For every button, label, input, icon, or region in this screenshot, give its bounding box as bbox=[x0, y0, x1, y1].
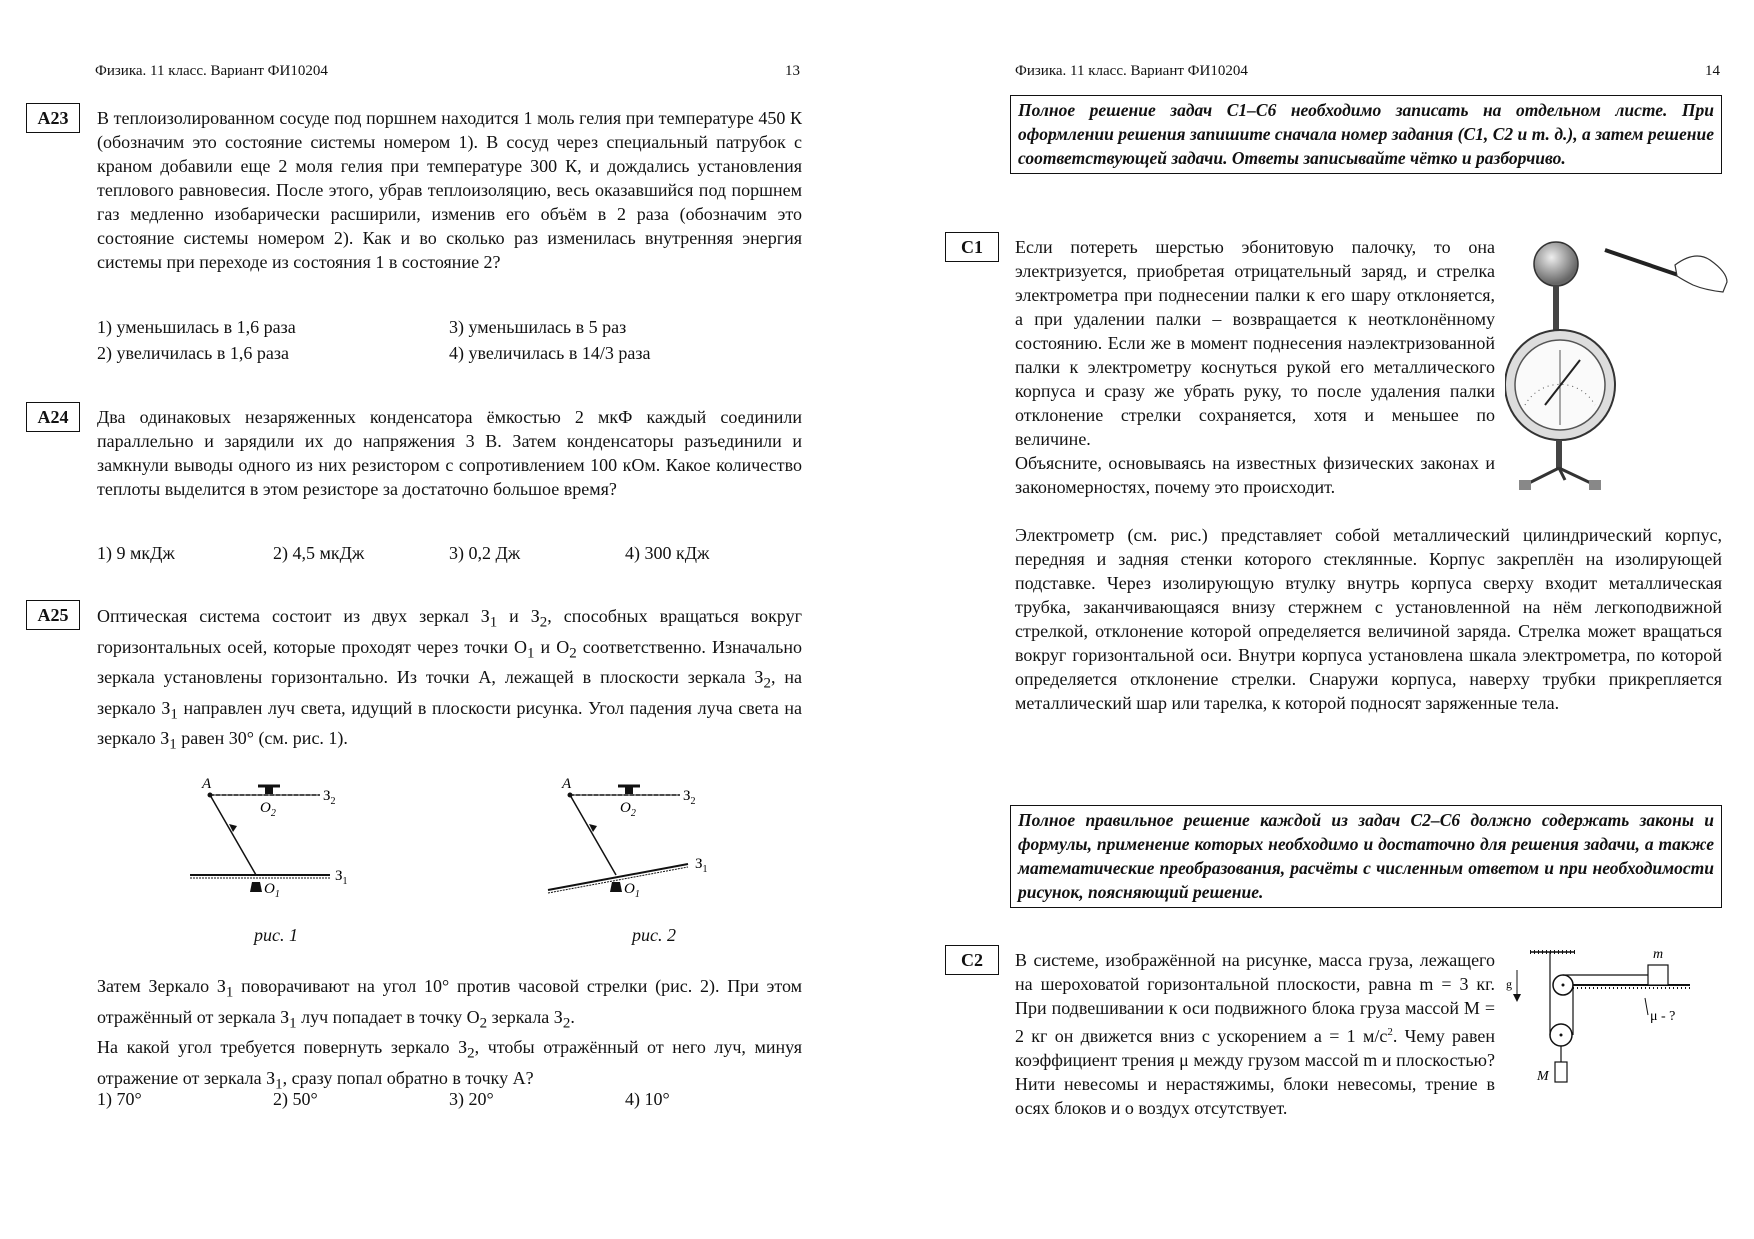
svg-text:З2: $З_2$ bbox=[323, 788, 336, 807]
options-a25 bbox=[97, 1086, 802, 1112]
svg-text:З1: $З_1$ bbox=[695, 856, 708, 875]
task-label-a25: A25 bbox=[26, 600, 80, 630]
task-text-c1: Если потереть шерстью эбонитовую палочку, то она электризуется, приобретая отрицательный заряд, и стрелка электрометра при поднесении палки к его шару отклоняется, а при удалении палки – возвращается к неотклонённому состоянию. Если же в момент поднесения наэлектризованной палки к электрометру коснуться рукой его металлического корпуса и сразу же убрать руку, то после удаления палки отклонение стрелки сохраняется, хотя и меньшее по величине. Объясните, основываясь на известных физических законах и закономерностях, почему это происходит. bbox=[1015, 237, 1495, 497]
svg-text:O2: $O_2$ bbox=[260, 800, 276, 819]
hand-icon bbox=[1675, 256, 1727, 292]
mass-M bbox=[1555, 1062, 1567, 1082]
svg-text:m: m bbox=[1653, 947, 1664, 962]
svg-text:O1: $O_1$ bbox=[624, 881, 640, 900]
option-3[interactable]: 3) 0,2 Дж bbox=[449, 543, 521, 563]
svg-text:g: g bbox=[1506, 977, 1512, 991]
options-a24 bbox=[97, 540, 802, 566]
option-3[interactable]: 3) 20° bbox=[449, 1089, 494, 1109]
ebonite-rod bbox=[1605, 250, 1687, 278]
page-header: Физика. 11 класс. Вариант ФИ10204 bbox=[95, 63, 328, 79]
svg-text:A: A bbox=[562, 776, 572, 792]
option-1[interactable]: 1) уменьшилась в 1,6 раза bbox=[97, 317, 296, 337]
figure-1-mirrors bbox=[180, 770, 380, 905]
svg-text:З1: $З_1$ bbox=[335, 868, 348, 887]
page-header: Физика. 11 класс. Вариант ФИ10204 bbox=[1015, 63, 1248, 79]
task-text-c1-description: Электрометр (см. рис.) представляет собой металлический цилиндрический корпус, передняя и задняя стенки которого стеклянные. Корпус закреплён на изолирующей подставке. Через изолирующую втулку внутрь корпуса сверху входит металлическая трубка, заканчивающаяся внизу стержнем с установленной на нём легкоподвижной стрелкой, отклонение которой определяется величиной заряда. Стрелка может вращаться вокруг горизонтальной оси. Внутри корпуса установлена шкала электрометра, по которой определяется отклонение стрелки. Снаружи корпуса, наверху трубки прикрепляется металлический шар или тарелка, к которой подносят заряженные тела. bbox=[1015, 525, 1722, 713]
task-text-c2: В системе, изображённой на рисунке, масса груза, лежащего на шероховатой горизонтальной плоскости, равна m = 3 кг. При подвешивании к оси подвижного блока груза массой M = 2 кг он движется вниз с ускорением a = 1 $м/с^2$. Чему равен коэффициент трения μ между грузом массой m и плоскостью? Нити невесомы и нерастяжимы, блоки невесомы, трение в осях блоков и о воздух отсутствует. bbox=[1015, 950, 1495, 1118]
figure-2-caption: рис. 2 bbox=[632, 925, 676, 945]
task-text-a23: В теплоизолированном сосуде под поршнем находится 1 моль гелия при температуре 450 К (обозначим это состояние системы номером 1). В сосуд через специальный патрубок с краном добавили еще 2 моля гелия при температуре 300 К, и дождались установления теплового равновесия. После этого, убрав теплоизоляцию, весь оказавшийся под поршнем газ медленно изобарически расширили, изменив его объём в 2 раза (обозначим это состояние системы номером 2). Как и во сколько раз изменилась внутренняя энергия системы при переходе из состояния 1 в состояние 2? bbox=[97, 108, 802, 272]
option-2[interactable]: 2) увеличилась в 1,6 раза bbox=[97, 343, 289, 363]
page-number: 14 bbox=[1705, 63, 1720, 79]
page-number: 13 bbox=[785, 63, 800, 79]
right-page bbox=[877, 0, 1754, 1239]
figure-2-mirrors bbox=[540, 770, 740, 905]
instructions-notice: Полное решение задач С1–С6 необходимо записать на отдельном листе. При оформлении решения запишите сначала номер задания (С1, С2 и т. д.), а затем решение соответствующей задачи. Ответы записывайте чётко и разборчиво. bbox=[1010, 95, 1722, 174]
option-4[interactable]: 4) 10° bbox=[625, 1089, 670, 1109]
svg-text:З2: $З_2$ bbox=[683, 788, 696, 807]
task-label-c1: C1 bbox=[945, 232, 999, 262]
option-4[interactable]: 4) увеличилась в 14/3 раза bbox=[449, 343, 651, 363]
task-label-a24: A24 bbox=[26, 402, 80, 432]
svg-text:M: M bbox=[1537, 1069, 1549, 1084]
svg-text:μ - ?: μ - ? bbox=[1650, 1009, 1676, 1024]
option-3[interactable]: 3) уменьшилась в 5 раз bbox=[449, 317, 627, 337]
task-text-a24: Два одинаковых незаряженных конденсатора ёмкостью 2 мкФ каждый соединили параллельно и зарядили их до напряжения 3 В. Затем конденсаторы разъединили и замкнули выводы одного из них резистором с сопротивлением 100 кОм. Какое количество теплоты выделится в этом резисторе за достаточно большое время? bbox=[97, 407, 802, 499]
svg-text:O1: $O_1$ bbox=[264, 881, 280, 900]
option-4[interactable]: 4) 300 кДж bbox=[625, 543, 710, 563]
option-1[interactable]: 1) 70° bbox=[97, 1089, 142, 1109]
task-label-c2: C2 bbox=[945, 945, 999, 975]
solution-requirements-notice: Полное правильное решение каждой из задач С2–С6 должно содержать законы и формулы, применение которых необходимо и достаточно для решения задачи, а также математические преобразования, расчёты с численным ответом и при необходимости рисунок, поясняющий решение. bbox=[1010, 805, 1722, 908]
option-2[interactable]: 2) 4,5 мкДж bbox=[273, 543, 365, 563]
svg-text:O2: $O_2$ bbox=[620, 800, 636, 819]
pulley-system-figure bbox=[1505, 940, 1705, 1090]
mass-m bbox=[1648, 965, 1668, 985]
svg-text:A: A bbox=[202, 776, 212, 792]
electrometer-figure bbox=[1505, 230, 1730, 495]
options-a23 bbox=[97, 314, 802, 366]
task-label-a23: A23 bbox=[26, 103, 80, 133]
figure-1-caption: рис. 1 bbox=[254, 925, 298, 945]
option-1[interactable]: 1) 9 мкДж bbox=[97, 543, 175, 563]
metal-ball bbox=[1534, 242, 1578, 286]
task-question-a25: Затем Зеркало $З_1$ поворачивают на угол 10° против часовой стрелки (рис. 2). При этом отражённый от зеркала $З_1$ луч попадает в точку $O_2$ зеркала $З_2$. На какой угол требуется повернуть зеркало $З_2$, чтобы отражённый от него луч, минуя отражение от зеркала $З_1$, сразу попал обратно в точку A? bbox=[97, 976, 802, 1093]
option-2[interactable]: 2) 50° bbox=[273, 1089, 318, 1109]
task-text-a25: Оптическая система состоит из двух зеркал $З_1$ и $З_2$, способных вращаться вокруг горизонтальных осей, которые проходят через точки $O_1$ и $O_2$ соответственно. Изначально зеркала установлены горизонтально. Из точки A, лежащей в плоскости зеркала $З_2$, на зеркало $З_1$ направлен луч света, идущий в плоскости рисунка. Угол падения луча света на зеркало $З_1$ равен 30° (см. рис. 1). bbox=[97, 606, 802, 753]
